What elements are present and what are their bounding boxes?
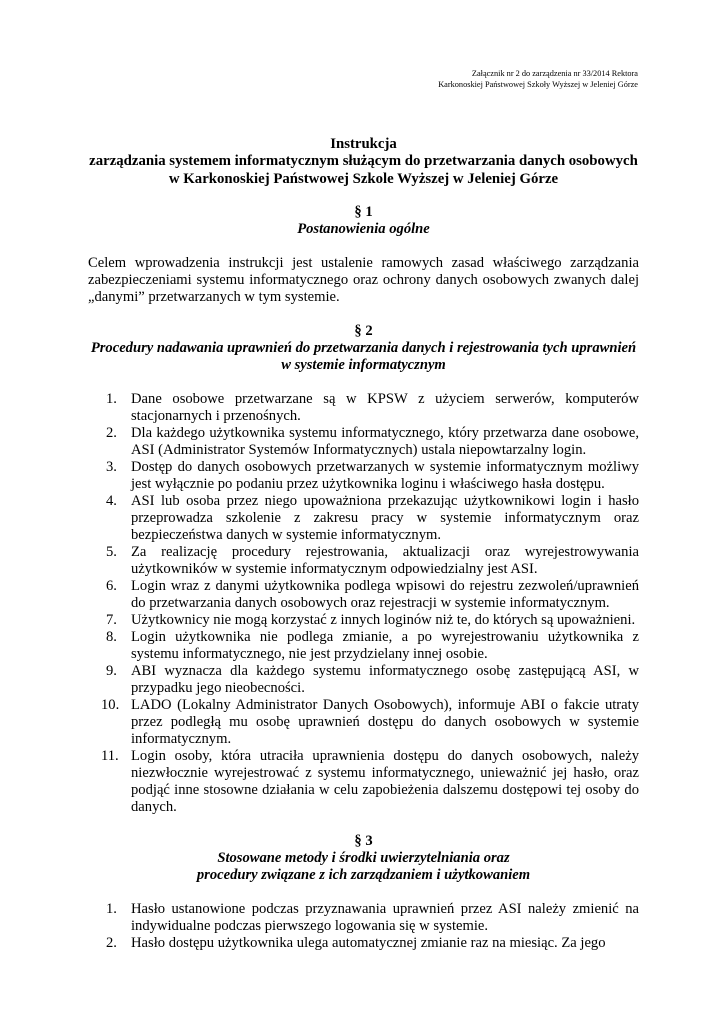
list-item-text: Hasło dostępu użytkownika ulega automatycznej zmianie raz na miesiąc. Za jego xyxy=(131,934,606,951)
list-item xyxy=(88,459,639,493)
list-item xyxy=(88,697,639,748)
list-item-text: Login użytkownika nie podlega zmianie, a po wyrejestrowaniu użytkownika z systemu informatycznego, nie jest przydzielany innej osobie. xyxy=(131,628,639,662)
list-item-number: 11. xyxy=(101,747,119,764)
attachment-note xyxy=(238,68,638,90)
list-item-number: 8. xyxy=(106,628,117,645)
list-item-number: 5. xyxy=(106,543,117,560)
section2-title-line2: w systemie informatycznym xyxy=(281,356,446,373)
list-item-text: ABI wyznacza dla każdego systemu informatycznego osobę zastępującą ASI, w przypadku jego nieobecności. xyxy=(131,662,639,696)
section1-title: Postanowienia ogólne xyxy=(297,220,430,237)
section2-title-line1: Procedury nadawania uprawnień do przetwarzania danych i rejestrowania tych uprawnień xyxy=(90,339,637,356)
list-item xyxy=(88,578,639,612)
list-item-text: Dostęp do danych osobowych przetwarzanych w systemie informatycznym możliwy jest wyłącznie po podaniu przez użytkownika loginu i właściwego hasła dostępu. xyxy=(131,458,639,492)
list-item xyxy=(88,391,639,425)
list-item-number: 4. xyxy=(106,492,117,509)
section2-list xyxy=(88,391,639,816)
section3-title-line2: procedury związane z ich zarządzaniem i użytkowaniem xyxy=(196,866,531,883)
list-item-number: 2. xyxy=(106,934,117,951)
section3-title-line1: Stosowane metody i środki uwierzytelniania oraz xyxy=(217,849,510,866)
list-item-text: Login osoby, która utraciła uprawnienia dostępu do danych osobowych, należy niezwłocznie wyrejestrować z systemu informatycznego, unieważnić jej hasło, oraz podjąć inne stosowne działania w celu zapobieżenia dalszemu dostępowi tej osoby do danych. xyxy=(131,747,639,815)
list-item-text: Za realizację procedury rejestrowania, aktualizacji oraz wyrejestrowywania użytkowników w systemie informatycznym odpowiedzialny jest ASI. xyxy=(131,543,639,577)
list-item-text: ASI lub osoba przez niego upoważniona przekazując użytkownikowi login i hasło przeprowadza szkolenie z zakresu pracy w systemie informatycznym oraz bezpieczeństwa danych w systemie informatycznym. xyxy=(131,492,639,543)
section2-number: § 2 xyxy=(354,322,373,339)
list-item xyxy=(88,629,639,663)
list-item-number: 2. xyxy=(106,424,117,441)
list-item-number: 1. xyxy=(106,390,117,407)
list-item-number: 3. xyxy=(106,458,117,475)
list-item-number: 6. xyxy=(106,577,117,594)
list-item-number: 10. xyxy=(101,696,120,713)
section1-number: § 1 xyxy=(354,203,373,220)
list-item-text: LADO (Lokalny Administrator Danych Osobowych), informuje ABI o fakcie utraty przez podległą mu osobę uprawnień dostępu do danych osobowych w systemie informatycznym. xyxy=(131,696,639,747)
section3-number: § 3 xyxy=(354,832,373,849)
list-item xyxy=(88,493,639,544)
list-item-text: Hasło ustanowione podczas przyznawania uprawnień przez ASI należy zmienić na indywidualne podczas pierwszego logowania się w systemie. xyxy=(131,900,639,934)
document-subtitle-line1: zarządzania systemem informatycznym służącym do przetwarzania danych osobowych xyxy=(89,153,638,170)
document-body xyxy=(88,136,639,952)
list-item-text: Login wraz z danymi użytkownika podlega wpisowi do rejestru zezwoleń/uprawnień do przetwarzania danych osobowych oraz rejestracji w systemie informatycznym. xyxy=(131,577,639,611)
list-item xyxy=(88,544,639,578)
list-item-text: Dla każdego użytkownika systemu informatycznego, który przetwarza dane osobowe, ASI (Administrator Systemów Informatycznych) ustala niepowtarzalny login. xyxy=(131,424,639,458)
attachment-note-line2: Karkonoskiej Państwowej Szkoły Wyższej w Jeleniej Górze xyxy=(438,80,638,89)
document-title: Instrukcja xyxy=(330,136,397,152)
list-item xyxy=(88,901,639,935)
list-item xyxy=(88,612,639,629)
list-item xyxy=(88,935,639,952)
list-item xyxy=(88,663,639,697)
list-item-text: Dane osobowe przetwarzane są w KPSW z użyciem serwerów, komputerów stacjonarnych i przenośnych. xyxy=(131,390,639,424)
list-item-number: 7. xyxy=(106,611,117,628)
section3-list xyxy=(88,901,639,952)
attachment-note-line1: Załącznik nr 2 do zarządzenia nr 33/2014 Rektora xyxy=(471,69,638,78)
list-item xyxy=(88,748,639,816)
list-item-number: 9. xyxy=(106,662,117,679)
document-subtitle-line2: w Karkonoskiej Państwowej Szkole Wyższej w Jeleniej Górze xyxy=(168,170,559,187)
list-item-number: 1. xyxy=(106,900,117,917)
list-item xyxy=(88,425,639,459)
section1-paragraph: Celem wprowadzenia instrukcji jest ustalenie ramowych zasad właściwego zarządzania zabezpieczeniami systemu informatycznego oraz ochrony danych osobowych zwanych dalej „danymi” przetwarzanych w tym systemie. xyxy=(88,254,639,305)
list-item-text: Użytkownicy nie mogą korzystać z innych loginów niż te, do których są upoważnieni. xyxy=(131,611,636,628)
